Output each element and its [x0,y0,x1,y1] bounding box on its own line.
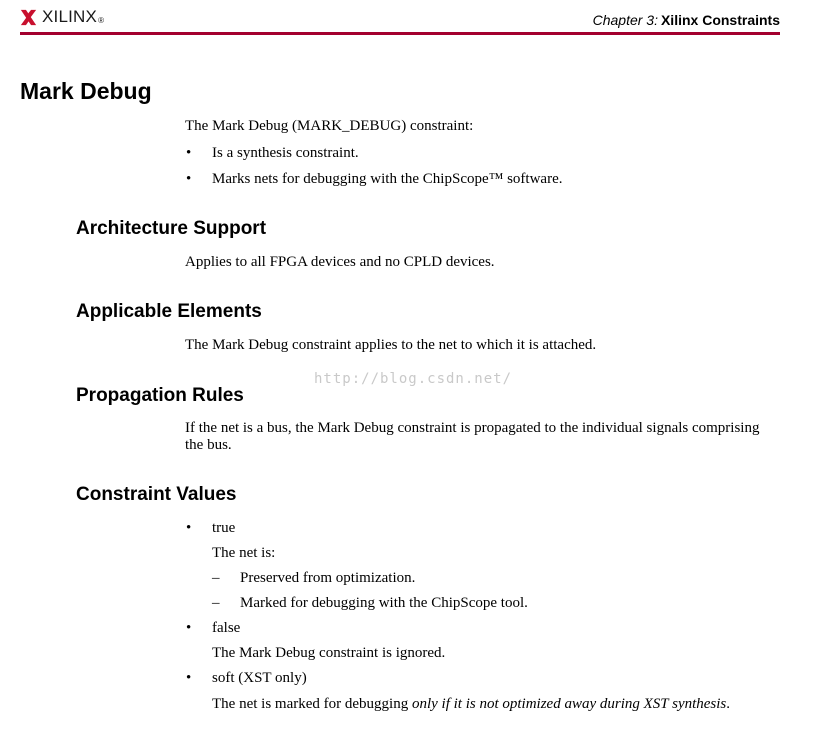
intro-text: The Mark Debug (MARK_DEBUG) constraint: [185,118,474,134]
logo-registered-mark: ® [98,15,104,25]
bullet-icon: • [186,171,192,187]
architecture-text: Applies to all FPGA devices and no CPLD devices. [185,254,495,270]
value-true-sub-1: Preserved from optimization. [240,570,416,586]
value-true: true [212,520,236,536]
value-soft-desc-suffix: . [726,696,731,712]
chapter-title [593,12,780,28]
dash-icon: – [212,595,220,611]
bullet-icon: • [186,670,192,686]
propagation-text: If the net is a bus, the Mark Debug constraint is propagated to the individual signals comprising the bus. [185,420,760,453]
section-heading-architecture: Architecture Support [76,218,267,239]
value-false-desc: The Mark Debug constraint is ignored. [212,645,446,661]
section-heading-values: Constraint Values [76,484,237,505]
dash-icon: – [212,570,220,586]
value-soft-desc-prefix: The net is marked for debugging [212,696,412,712]
bullet-icon: • [186,520,192,536]
value-false: false [212,620,241,636]
elements-text: The Mark Debug constraint applies to the net to which it is attached. [185,337,597,353]
value-soft: soft (XST only) [212,670,307,686]
value-soft-desc-italic: only if it is not optimized away during XST synthesis [411,696,727,712]
chapter-name: Xilinx Constraints [660,12,780,28]
value-soft-desc [212,696,730,713]
xilinx-x-icon [20,9,37,26]
value-true-sub-2: Marked for debugging with the ChipScope tool. [240,595,528,611]
value-true-desc: The net is: [212,545,276,561]
chapter-label: Chapter 3: [592,12,658,28]
section-heading-propagation: Propagation Rules [76,385,244,406]
intro-bullet-1: Is a synthesis constraint. [212,145,359,161]
watermark: http://blog.csdn.net/ [314,371,513,387]
xilinx-logo [20,6,104,28]
section-heading-elements: Applicable Elements [76,301,262,322]
bullet-icon: • [186,145,192,161]
header-rule [20,32,780,35]
page-title: Mark Debug [20,78,152,104]
intro-bullet-2: Marks nets for debugging with the ChipScope™ software. [212,171,563,187]
logo-text: XILINX [42,7,98,26]
bullet-icon: • [186,620,192,636]
